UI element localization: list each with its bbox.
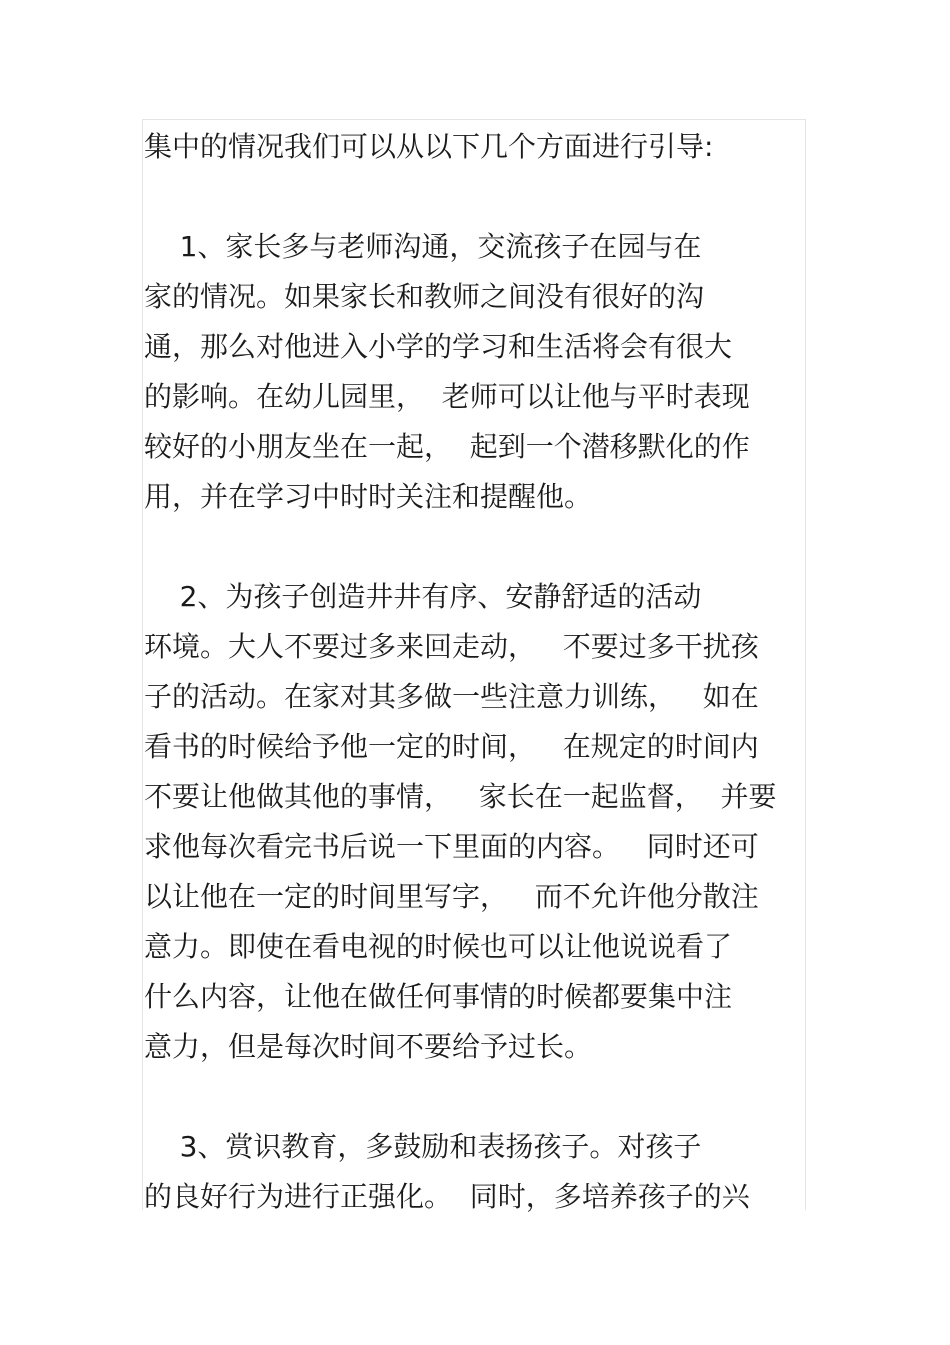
text-line: 较好的小朋友坐在一起， 起到一个潜移默化的作 <box>144 430 750 463</box>
text-line: 以让他在一定的时间里写字， 而不允许他分散注 <box>144 880 759 913</box>
text-line: 2、为孩子创造井井有序、安静舒适的活动 <box>144 580 702 613</box>
text-line: 通，那么对他进入小学的学习和生活将会有很大 <box>144 330 733 363</box>
paragraph-gap <box>144 522 806 572</box>
text-line: 环境。大人不要过多来回走动， 不要过多干扰孩 <box>144 630 759 663</box>
text-line: 1、家长多与老师沟通，交流孩子在园与在 <box>144 230 702 263</box>
text-line: 的良好行为进行正强化。 同时，多培养孩子的兴 <box>144 1180 750 1213</box>
document-body <box>144 122 806 1222</box>
text-line: 子的活动。在家对其多做一些注意力训练， 如在 <box>144 680 759 713</box>
text-line: 什么内容，让他在做任何事情的时候都要集中注 <box>144 980 733 1013</box>
text-line: 意力。即使在看电视的时候也可以让他说说看了 <box>144 930 733 963</box>
text-line: 不要让他做其他的事情， 家长在一起监督， 并要 <box>144 780 777 813</box>
text-line: 看书的时候给予他一定的时间， 在规定的时间内 <box>144 730 759 763</box>
text-line: 意力，但是每次时间不要给予过长。 <box>144 1030 593 1063</box>
text-line: 集中的情况我们可以从以下几个方面进行引导: <box>144 130 714 163</box>
paragraph-gap <box>144 1072 806 1122</box>
text-line: 求他每次看完书后说一下里面的内容。 同时还可 <box>144 830 759 863</box>
text-line: 用，并在学习中时时关注和提醒他。 <box>144 480 593 513</box>
paragraph-gap <box>144 172 806 222</box>
text-line: 3、赏识教育，多鼓励和表扬孩子。对孩子 <box>144 1130 702 1163</box>
text-line: 家的情况。如果家长和教师之间没有很好的沟 <box>144 280 705 313</box>
text-line: 的影响。在幼儿园里， 老师可以让他与平时表现 <box>144 380 750 413</box>
